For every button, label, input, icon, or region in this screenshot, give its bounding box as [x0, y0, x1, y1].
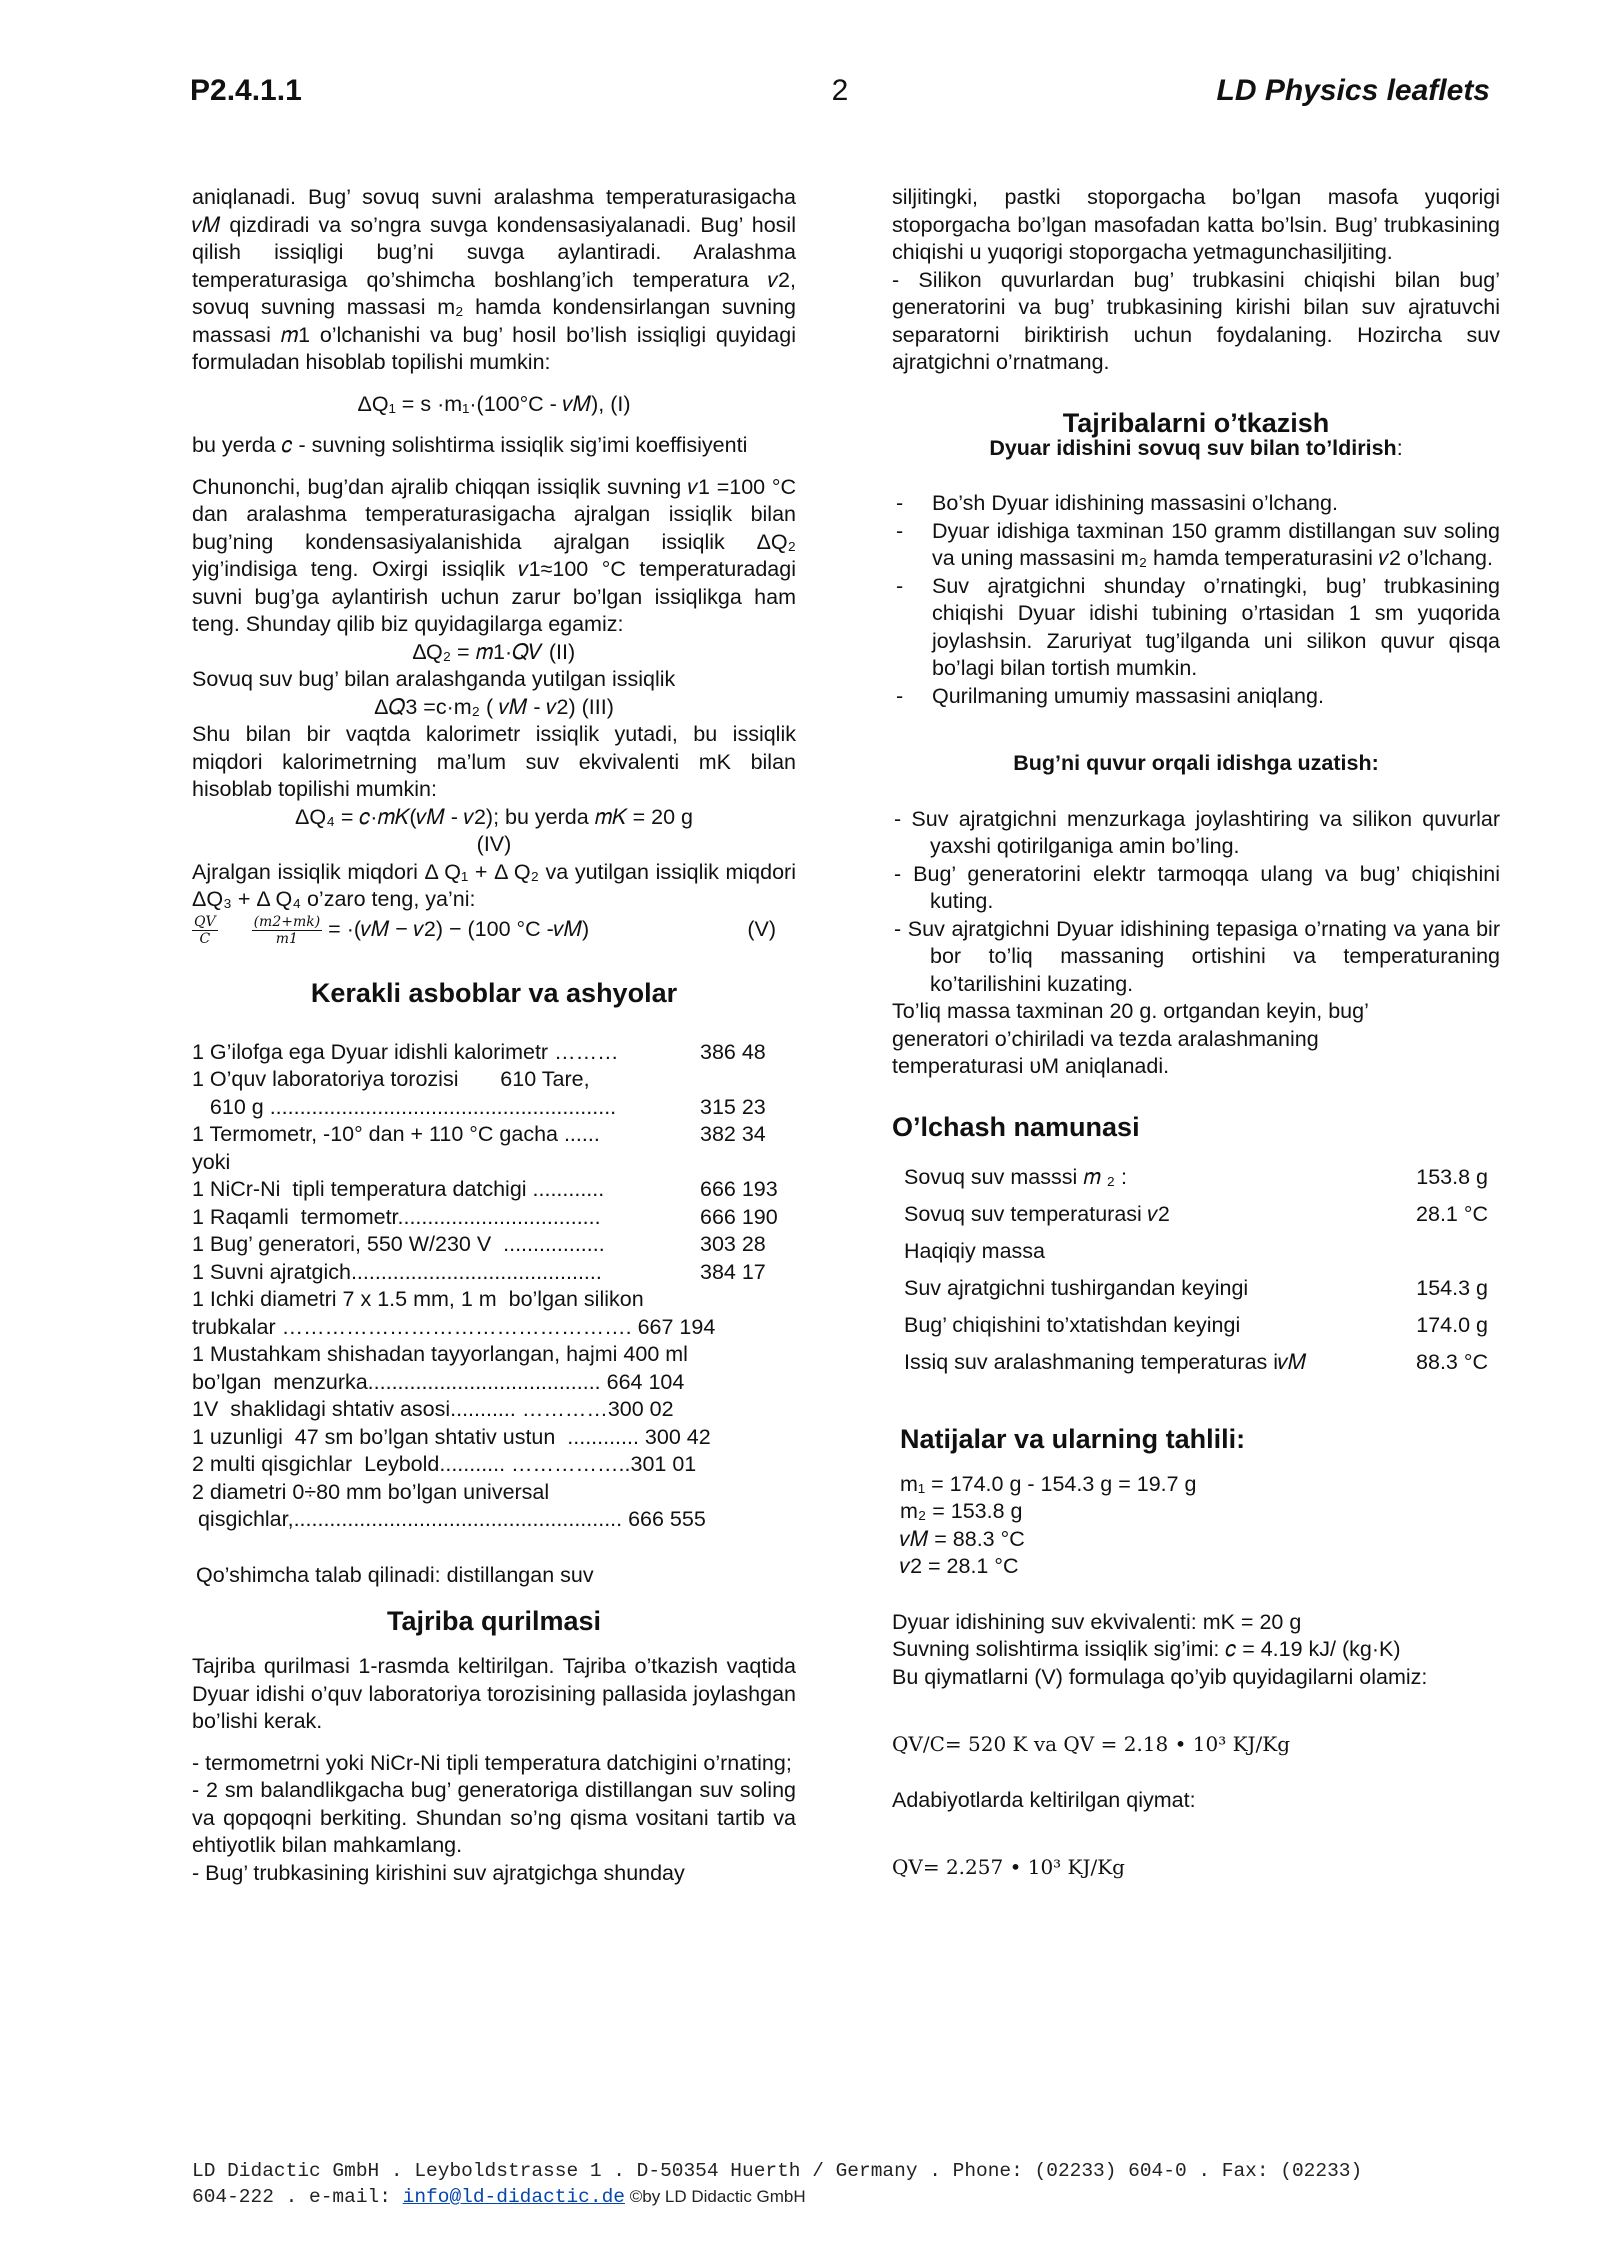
- fill-step: - Suv ajratgichni shunday o’rnatingki, bug’ trubkasining chiqishi Dyuar idishi tubining o’rtasidan 1 sm yuqorida joylashsin. Zaruriyat tug’ilganda uni silikon quvur qisqa bo’lagi bilan tortish mumkin.: [892, 573, 1500, 683]
- apparatus-name: 1V shaklidagi shtativ asosi........... …………300 02: [192, 1397, 674, 1421]
- measurement-row: [892, 1159, 1500, 1196]
- heading-sample: O’lchash namunasi: [892, 1111, 1140, 1142]
- result-line: m₁ = 174.0 g - 154.3 g = 19.7 g: [900, 1471, 1197, 1496]
- eq5-rest: = ·(𝑣𝑀 − 𝑣2) − (100 °C -𝑣𝑀): [328, 916, 590, 941]
- heading-results: Natijalar va ularning tahlili:: [900, 1423, 1246, 1454]
- measurement-label: Sovuq suv temperaturasi 𝑣2: [904, 1201, 1170, 1226]
- apparatus-item: [192, 1094, 796, 1122]
- steam-after-paragraph: To’liq massa taxminan 20 g. ortgandan keyin, bug’ generatori o’chiriladi va tezda aralashmaning temperaturasi υM aniqlanadi.: [892, 999, 1369, 1078]
- heading-setup: Tajriba qurilmasi: [386, 1606, 602, 1636]
- measurement-value: 88.3 °C: [1416, 1349, 1488, 1374]
- apparatus-item: [192, 1039, 796, 1067]
- apparatus-name: 1 Bug’ generatori, 550 W/230 V .................: [192, 1232, 605, 1256]
- paragraph-4: Shu bilan bir vaqtda kalorimetr issiqlik yutadi, bu issiqlik miqdori kalorimetrning ma’lum suv ekvivalenti mK bilan hisoblab topilishi mumkin:: [192, 722, 796, 801]
- equation-1: ΔQ₁ = s ·m₁·(100°C - 𝑣𝑀), (I): [357, 391, 631, 416]
- paragraph-5: Ajralgan issiqlik miqdori Δ Q₁ + Δ Q₂ va yutilgan issiqlik miqdori ΔQ₃ + Δ Q₄ o’zaro teng, ya’ni:: [192, 859, 796, 911]
- steam-step: - Bug’ generatorini elektr tarmoqqa ulang va bug’ chiqishini kuting.: [894, 861, 1500, 913]
- apparatus-name: 1 O’quv laboratoriya torozisi 610 Tare,: [192, 1067, 590, 1091]
- apparatus-item: [192, 1259, 796, 1287]
- intro-paragraph: aniqlanadi. Bug’ sovuq suvni aralashma temperaturasigacha 𝑣𝑀 qizdiradi va so’ngra suvga kondensasiyalanadi. Bug’ hosil qilish issiqligi bug’ni suvga aylantiradi. Aralashma temperaturasiga qo’shimcha boshlang’ich temperatura 𝑣2, sovuq suvning massasi m₂ hamda kondensirlangan suvning massasi 𝑚1 o’lchanishi va bug’ hosil bo’lish issiqligi quyidagi formuladan hisoblab topilishi mumkin:: [192, 185, 796, 374]
- apparatus-item: [192, 1176, 796, 1204]
- apparatus-catalog-number: 384 17: [700, 1259, 766, 1284]
- continuation-paragraph-2: - Silikon quvurlardan bug’ trubkasini chiqishi bilan bug’ generatorini va bug’ trubkasining kirishi bilan suv ajratuvchi separatorni biriktirish uchun foydalaning. Hozircha suv ajratgichni o’rnatmang.: [892, 267, 1500, 374]
- measurement-row: [892, 1344, 1500, 1381]
- fill-step: - Dyuar idishiga taxminan 150 gramm distillangan suv soling va uning massasini m₂ hamda temperaturasini 𝑣2 o’lchang.: [892, 518, 1500, 573]
- equation-4-number: (IV): [476, 832, 512, 856]
- apparatus-catalog-number: 315 23: [700, 1094, 766, 1119]
- result-line: 𝑣2 = 28.1 °C: [900, 1554, 1019, 1578]
- apparatus-catalog-number: 666 193: [700, 1177, 778, 1201]
- qv-literature: QV= 2.257 • 10³ KJ/Kg: [892, 1855, 1125, 1879]
- result-note: Suvning solishtirma issiqlik sig’imi: 𝑐 = 4.19 kJ/ (kg·K): [892, 1637, 1401, 1661]
- measurement-row: [892, 1307, 1500, 1344]
- equation-4: ΔQ₄ = 𝑐·𝑚𝐾(𝑣𝑀 - 𝑣2); bu yerda 𝑚𝐾 = 20 g: [295, 804, 693, 829]
- leaflet-code: P2.4.1.1: [190, 74, 302, 107]
- left-column: [192, 184, 796, 1887]
- measurement-value: [1388, 1233, 1500, 1270]
- apparatus-item: [192, 1121, 796, 1149]
- equation-2: ∆Q₂ = 𝑚1·𝑄𝑉 (II): [412, 639, 576, 664]
- qv-result: QV/C= 520 K va QV = 2.18 • 10³ KJ/Kg: [892, 1732, 1291, 1756]
- apparatus-name: yoki: [192, 1149, 231, 1174]
- measurement-value: 153.8 g: [1416, 1164, 1488, 1189]
- email-link[interactable]: info@ld-didactic.de: [402, 2186, 625, 2208]
- apparatus-catalog-number: 386 48: [700, 1039, 766, 1064]
- apparatus-name: trubkalar …………………………………………. 667 194: [192, 1314, 716, 1339]
- apparatus-catalog-number: 303 28: [700, 1232, 766, 1256]
- apparatus-catalog-number: 666 190: [700, 1204, 778, 1229]
- apparatus-item: [192, 1396, 796, 1424]
- where-c-text: bu yerda 𝑐 - suvning solishtirma issiqlik sig’imi koeffisiyenti: [192, 433, 748, 457]
- measurement-row: [892, 1270, 1500, 1307]
- apparatus-name: 2 multi qisgichlar Leybold........... ……………..301 01: [192, 1452, 697, 1476]
- measurement-value: 154.3 g: [1416, 1275, 1488, 1300]
- measurement-label: Haqiqiy massa: [904, 1238, 1045, 1263]
- series-title: LD Physics leaflets: [1216, 74, 1490, 107]
- apparatus-name: 2 diametri 0÷80 mm bo’lgan universal: [192, 1479, 550, 1504]
- apparatus-name: 1 G’ilofga ega Dyuar idishli kalorimetr ………: [192, 1039, 619, 1064]
- copyright: ©by LD Didactic GmbH: [624, 2187, 806, 2206]
- apparatus-item: [192, 1479, 796, 1507]
- setup-paragraph-1: Tajriba qurilmasi 1-rasmda keltirilgan. Tajriba o’tkazish vaqtida Dyuar idishi o’quv laboratoriya torozisining pallasida joylashgan bo’lishi kerak.: [192, 1654, 796, 1733]
- fill-step: - Bo’sh Dyuar idishining massasini o’lchang.: [892, 490, 1500, 518]
- eq5-lhs-fraction: $\frac{\text{𝑄𝑉}}{\text{𝐶}}$: [194, 913, 216, 947]
- measurement-value: 28.1 °C: [1416, 1201, 1488, 1226]
- apparatus-item: [192, 1506, 796, 1534]
- apparatus-name: 1 NiCr-Ni tipli temperatura datchigi ............: [192, 1177, 605, 1201]
- setup-paragraph-2: - termometrni yoki NiCr-Ni tipli temperatura datchigini o’rnating;: [192, 1750, 792, 1775]
- apparatus-name: 1 Termometr, -10° dan + 110 °C gacha ......: [192, 1122, 600, 1146]
- heading-apparatus: Kerakli asboblar va ashyolar: [310, 977, 678, 1008]
- result-line: m₂ = 153.8 g: [900, 1499, 1023, 1523]
- measurement-row: [892, 1196, 1500, 1233]
- apparatus-name: bo’lgan menzurka....................................... 664 104: [192, 1369, 685, 1394]
- measurement-label: Sovuq suv masssi 𝑚 ₂ :: [904, 1164, 1127, 1189]
- heading-procedure: Tajribalarni o’tkazish: [1062, 407, 1330, 438]
- steam-steps-list: [892, 806, 1500, 999]
- page-number: 2: [831, 74, 849, 107]
- extra-required: Qo’shimcha talab qilinadi: distillangan suv: [196, 1562, 594, 1587]
- apparatus-name: 1 Ichki diametri 7 x 1.5 mm, 1 m bo’lgan silikon: [192, 1287, 644, 1311]
- apparatus-item: [192, 1066, 796, 1094]
- eq5-mass-fraction: $\frac{\text{(𝑚2+𝑚𝑘)}}{\text{𝑚1}}$: [253, 913, 321, 947]
- subheading-steam: Bug’ni quvur orqali idishga uzatish:: [1013, 751, 1379, 775]
- footer-line-1: LD Didactic GmbH . Leyboldstrasse 1 . D-50354 Huerth / Germany . Phone: (02233) 604-0 . Fax: (02233): [192, 2160, 1363, 2182]
- fill-step: - Qurilmaning umumiy massasini aniqlang.: [892, 683, 1500, 711]
- apparatus-name: 1 Raqamli termometr..................................: [192, 1204, 601, 1229]
- apparatus-list: [192, 1039, 796, 1534]
- literature-label: Adabiyotlarda keltirilgan qiymat:: [892, 1787, 1196, 1812]
- apparatus-item: [192, 1149, 796, 1177]
- apparatus-name: 1 Suvni ajratgich..........................................: [192, 1259, 602, 1284]
- apparatus-name: qisgichlar,....................................................... 666 555: [192, 1507, 706, 1531]
- apparatus-item: [192, 1451, 796, 1479]
- setup-paragraph-3: - 2 sm balandlikgacha bug’ generatoriga distillangan suv soling va qopqoqni berkiting. Shundan so’ng qisma vositani tartib va ehtiyotlik bilan mahkamlang.: [192, 1778, 796, 1857]
- apparatus-item: [192, 1424, 796, 1452]
- results-list-2: [892, 1609, 1500, 1692]
- apparatus-item: [192, 1314, 796, 1342]
- setup-paragraph-4: - Bug’ trubkasining kirishini suv ajratgichga shunday: [192, 1860, 685, 1885]
- steam-step: - Suv ajratgichni menzurkaga joylashtiring va silikon quvurlar yaxshi qotirilganiga amin bo’ling.: [894, 806, 1500, 858]
- right-column: [892, 184, 1500, 1882]
- apparatus-item: [192, 1231, 796, 1259]
- subheading-fill: Dyuar idishini sovuq suv bilan to’ldirish:: [989, 435, 1403, 460]
- equation-5: [192, 914, 796, 947]
- line-3: Sovuq suv bug’ bilan aralashganda yutilgan issiqlik: [192, 667, 676, 691]
- measurement-label: Issiq suv aralashmaning temperaturas i𝑣𝑀: [904, 1349, 1307, 1374]
- apparatus-catalog-number: 382 34: [700, 1122, 766, 1146]
- measurement-label: Suv ajratgichni tushirgandan keyingi: [904, 1275, 1249, 1300]
- continuation-paragraph: siljitingki, pastki stoporgacha bo’lgan masofa yuqorigi stoporgacha bo’lgan masofadan katta bo’lsin. Bug’ trubkasining chiqishi u yuqorigi stoporgacha yetmagunchasiljiting.: [892, 185, 1500, 264]
- apparatus-name: 610 g ..........................................................: [192, 1094, 617, 1119]
- apparatus-name: 1 Mustahkam shishadan tayyorlangan, hajmi 400 ml: [192, 1342, 688, 1366]
- measurement-row: [892, 1233, 1500, 1270]
- results-list: [892, 1471, 1500, 1581]
- apparatus-item: [192, 1369, 796, 1397]
- measurement-value: 174.0 g: [1416, 1312, 1488, 1337]
- measurement-label: Bug’ chiqishini to’xtatishdan keyingi: [904, 1312, 1241, 1337]
- paragraph-2: Chunonchi, bug’dan ajralib chiqqan issiqlik suvning 𝑣1 =100 °C dan aralashma temperaturasigacha ajralgan issiqlik bilan bug’ning kondensasiyalanishida ajralgan issiqlik ΔQ₂ yig’indisiga teng. Oxirgi issiqlik 𝑣1≈100 °C temperaturadagi suvni bug’ga aylantirish uchun zarur bo’lgan issiqlikga ham teng. Shunday qilib biz quyidagilarga egamiz:: [192, 474, 796, 636]
- fill-steps-list: [892, 490, 1500, 710]
- eq5-number: (V): [747, 917, 776, 942]
- apparatus-name: 1 uzunligi 47 sm bo’lgan shtativ ustun ............ 300 42: [192, 1424, 711, 1449]
- measurement-table: [892, 1159, 1500, 1381]
- page-header: [190, 74, 1490, 114]
- result-note: Dyuar idishining suv ekvivalenti: mK = 20 g: [892, 1609, 1302, 1634]
- apparatus-item: [192, 1204, 796, 1232]
- page-footer: [192, 2158, 1512, 2210]
- equation-3: Δ𝑄3 =c·m₂ ( 𝑣𝑀 - 𝑣2) (III): [374, 694, 614, 719]
- apparatus-item: [192, 1286, 796, 1314]
- result-line: 𝑣𝑀 = 88.3 °C: [900, 1526, 1025, 1551]
- apparatus-item: [192, 1341, 796, 1369]
- footer-line-2: 604-222 . e-mail: info@ld-didactic.de ©by LD Didactic GmbH: [192, 2186, 806, 2208]
- result-note: Bu qiymatlarni (V) formulaga qo’yib quyidagilarni olamiz:: [892, 1664, 1428, 1689]
- steam-step: - Suv ajratgichni Dyuar idishining tepasiga o’rnating va yana bir bor to’liq massaning ortishini va temperaturaning ko’tarilishini kuzating.: [894, 916, 1500, 996]
